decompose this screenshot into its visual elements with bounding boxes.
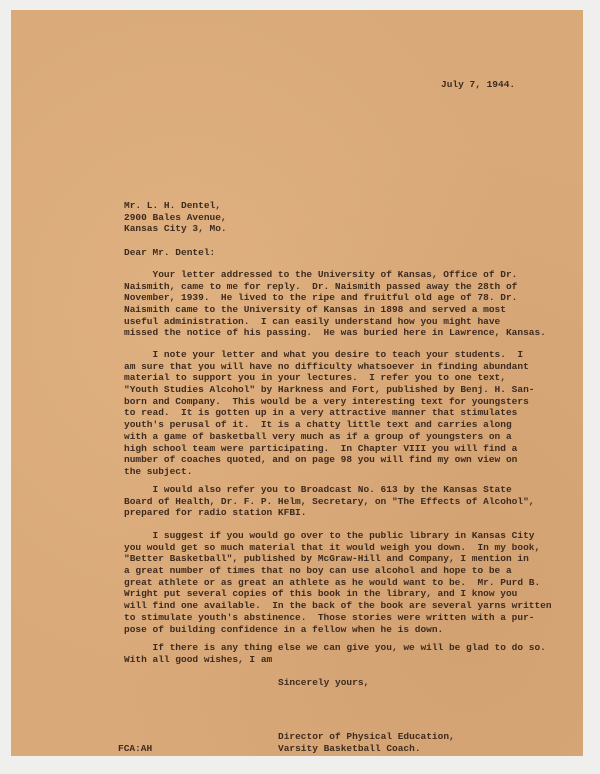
recipient-address (124, 200, 227, 235)
title-line: Varsity Basketball Coach. (278, 742, 421, 754)
paragraph-2 (124, 349, 534, 478)
text-line: a great number of times that no boy can use alcohol and hope to be a (124, 565, 512, 577)
text-line: November, 1939. He lived to the ripe and fruitful old age of 78. Dr. (124, 292, 518, 304)
text-line: missed the notice of his passing. He was buried here in Lawrence, Kansas. (124, 327, 546, 339)
text-line: to stimulate youth's abstinence. Those stories were written with a pur- (124, 611, 535, 623)
text-line: to read. It is gotten up in a very attractive manner that stimulates (124, 407, 518, 419)
text-line: high school team were participating. In Chapter VIII you will find a (124, 442, 518, 454)
text-line: the subject. (124, 465, 193, 477)
title-line: Director of Physical Education, (278, 731, 455, 742)
closing: Sincerely yours, (278, 677, 370, 688)
text-line: pose of building confidence in a fellow when he is down. (124, 623, 444, 635)
paragraph-1 (124, 269, 546, 339)
text-line: you would get so much material that it would weigh you down. In my book, (124, 541, 541, 553)
address-line: Kansas City 3, Mo. (124, 223, 227, 235)
text-line: number of coaches quoted, and on page 98 you will find my own view on (124, 454, 518, 466)
text-line: great athlete or as great an athlete as he would want to be. Mr. Purd B. (124, 576, 541, 588)
address-line: 2900 Bales Avenue, (124, 211, 227, 223)
text-line: Naismith came to the University of Kansas in 1898 and served a most (124, 304, 506, 316)
text-line: am sure that you will have no difficulty whatsoever in finding abundant (124, 360, 529, 372)
text-line: I would also refer you to Broadcast No. 613 by the Kansas State (124, 484, 512, 495)
text-line: With all good wishes, I am (124, 653, 273, 665)
text-line: "Youth Studies Alcohol" by Harkness and Fort, published by Benj. H. San- (124, 384, 535, 396)
salutation: Dear Mr. Dentel: (124, 247, 216, 258)
text-line: Your letter addressed to the University of Kansas, Office of Dr. (124, 269, 518, 280)
signature-title (278, 731, 455, 754)
text-line: with a game of basketball very much as if a group of youngsters on a (124, 430, 512, 442)
text-line: Board of Health, Dr. F. P. Helm, Secretary, on "The Effects of Alcohol", (124, 495, 535, 507)
text-line: youth's perusal of it. It is a chatty little text and carries along (124, 419, 512, 431)
text-line: useful administration. I can easily understand how you might have (124, 315, 501, 327)
text-line: born and Company. This would be a very interesting text for youngsters (124, 395, 529, 407)
paragraph-3 (124, 484, 534, 519)
text-line: will find one available. In the back of the book are several yarns written (124, 600, 552, 612)
text-line: Naismith, came to me for reply. Dr. Naismith passed away the 28th of (124, 280, 518, 292)
text-line: I note your letter and what you desire to teach your students. I (124, 349, 524, 360)
text-line: material to support you in your lectures. I refer you to one text, (124, 372, 506, 384)
text-line: prepared for radio station KFBI. (124, 507, 307, 519)
text-line: If there is any thing else we can give you, we will be glad to do so. (124, 642, 546, 653)
letter-date: July 7, 1944. (441, 79, 516, 90)
paragraph-4 (124, 530, 552, 635)
typist-initials: FCA:AH (118, 743, 153, 754)
text-line: Wright put several copies of this book in the library, and I know you (124, 588, 518, 600)
text-line: "Better Basketball", published by McGraw-Hill and Company, I mention in (124, 553, 529, 565)
address-line: Mr. L. H. Dentel, (124, 200, 221, 211)
paragraph-5 (124, 642, 546, 665)
text-line: I suggest if you would go over to the public library in Kansas City (124, 530, 535, 541)
